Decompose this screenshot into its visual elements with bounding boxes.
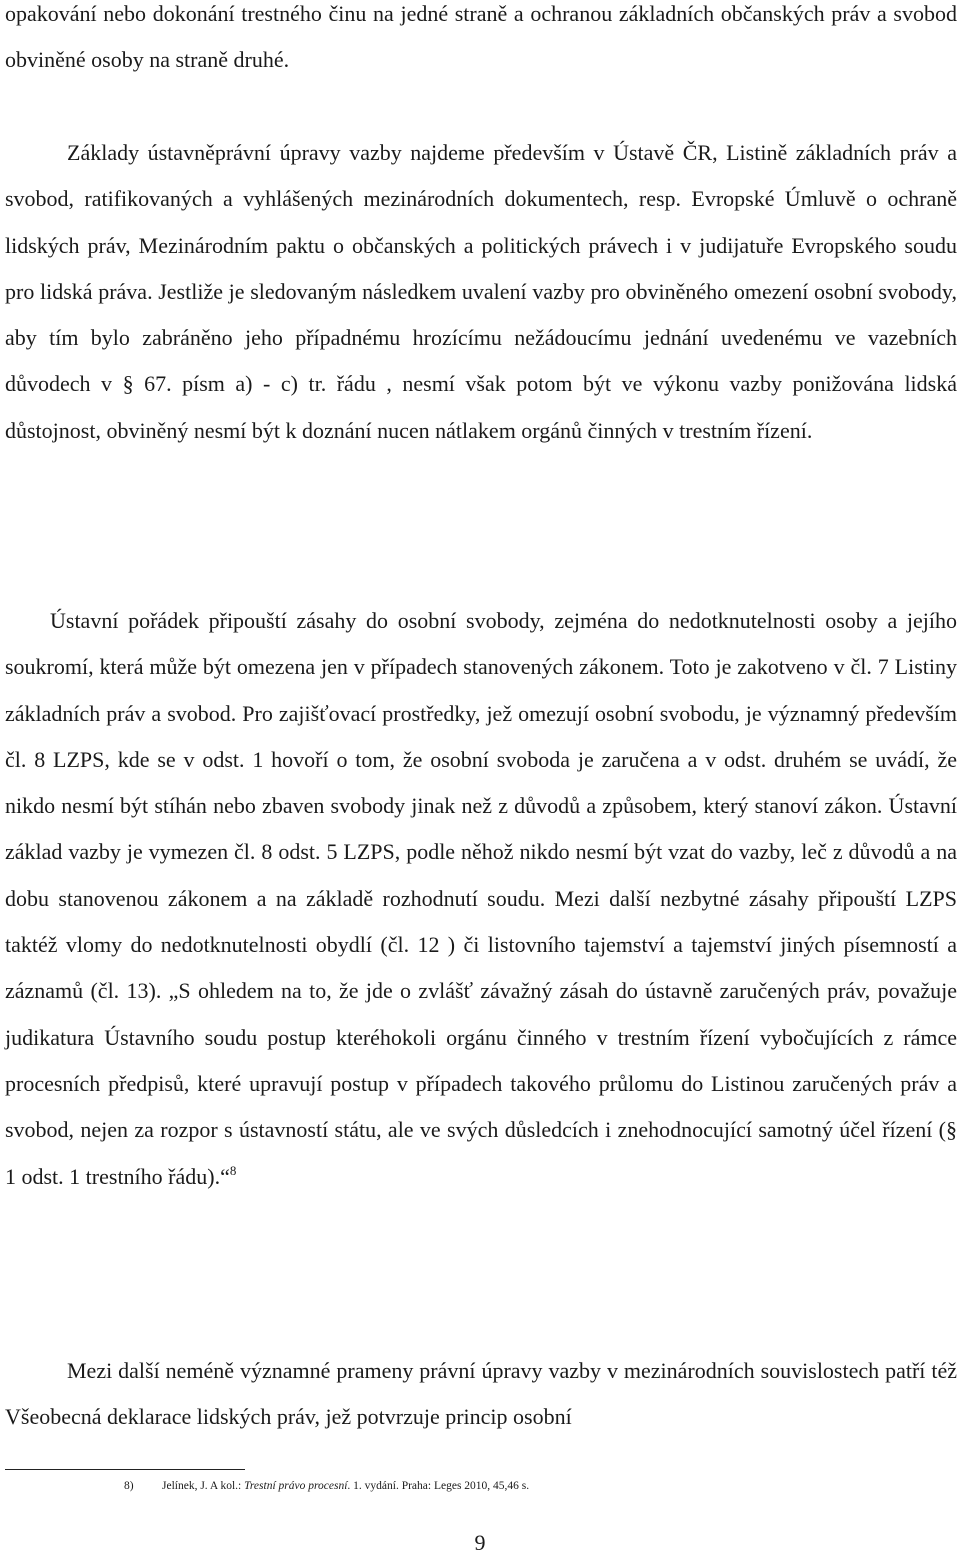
- footnote-divider: [5, 1469, 245, 1470]
- footnote-number: 8): [124, 1480, 134, 1492]
- paragraph-4: Mezi další neméně významné prameny právní úpravy vazby v mezinárodních souvislostech patří též Všeobecná deklarace lidských práv, jež potvrzuje princip osobní: [5, 1358, 957, 1430]
- paragraph-3-text: Ústavní pořádek připouští zásahy do osobní svobody, zejména do nedotknutelnosti osoby a jejího soukromí, která může být omezena jen v případech stanovených zákonem. Toto je zakotveno v čl. 7 Listiny základních práv a svobod. Pro zajišťovací prostředky, jež omezují osobní svobodu, je významný především čl. 8 LZPS, kde se v odst. 1 hovoří o tom, že osobní svoboda je zaručena a v odst. druhém se uvádí, že nikdo nesmí být stíhán nebo zbaven svobody jinak než z důvodů a způsobem, který stanoví zákon. Ústavní základ vazby je vymezen čl. 8 odst. 5 LZPS, podle něhož nikdo nesmí být vzat do vazby, leč z důvodů a na dobu stanovenou zákonem a na základě rozhodnutí soudu. Mezi další nezbytné zásahy připouští LZPS taktéž vlomy do nedotknutelnosti obydlí (čl. 12 ) či listovního tajemství a tajemství jiných písemností a záznamů (čl. 13). „S ohledem na to, že jde o zvlášť závažný zásah do ústavně zaručených práv, považuje judikatura Ústavního soudu postup kteréhokoli orgánu činného v trestním řízení vybočujících z rámce procesních předpisů, které upravují postup v případech takového průlomu do Listinou zaručených práv a svobod, nejen za rozpor s ústavností státu, ale ve svých důsledcích i znehodnocující samotný účel řízení (§ 1 odst. 1 trestního řádu).“: [5, 608, 957, 1189]
- footnote-reference[interactable]: 8: [229, 1162, 237, 1178]
- paragraph-1: opakování nebo dokonání trestného činu na jedné straně a ochranou základních občanských práv a svobod obviněné osoby na straně druhé.: [5, 1, 957, 73]
- footnote-details: . 1. vydání. Praha: Leges 2010, 45,46 s.: [347, 1480, 530, 1492]
- footnote-author: Jelínek, J. A kol.:: [162, 1480, 245, 1492]
- page-number: 9: [474, 1530, 486, 1555]
- paragraph-3: [5, 598, 957, 1200]
- footnote: [124, 1478, 529, 1494]
- footnote-title: Trestní právo procesní: [244, 1480, 348, 1492]
- paragraph-2: Základy ústavněprávní úpravy vazby najdeme především v Ústavě ČR, Listině základních práv a svobod, ratifikovaných a vyhlášených mezinárodních dokumentech, resp. Evropské Úmluvě o ochraně lidských práv, Mezinárodním paktu o občanských a politických právech i v judijatuře Evropského soudu pro lidská práva. Jestliže je sledovaným následkem uvalení vazby pro obviněného omezení osobní svobody, aby tím bylo zabráněno jeho případnému hrozícímu nežádoucímu jednání uvedenému ve vazebních důvodech v § 67. písm a) - c) tr. řádu , nesmí však potom být ve výkonu vazby ponižována lidská důstojnost, obviněný nesmí být k doznání nucen nátlakem orgánů činných v trestním řízení.: [5, 140, 957, 443]
